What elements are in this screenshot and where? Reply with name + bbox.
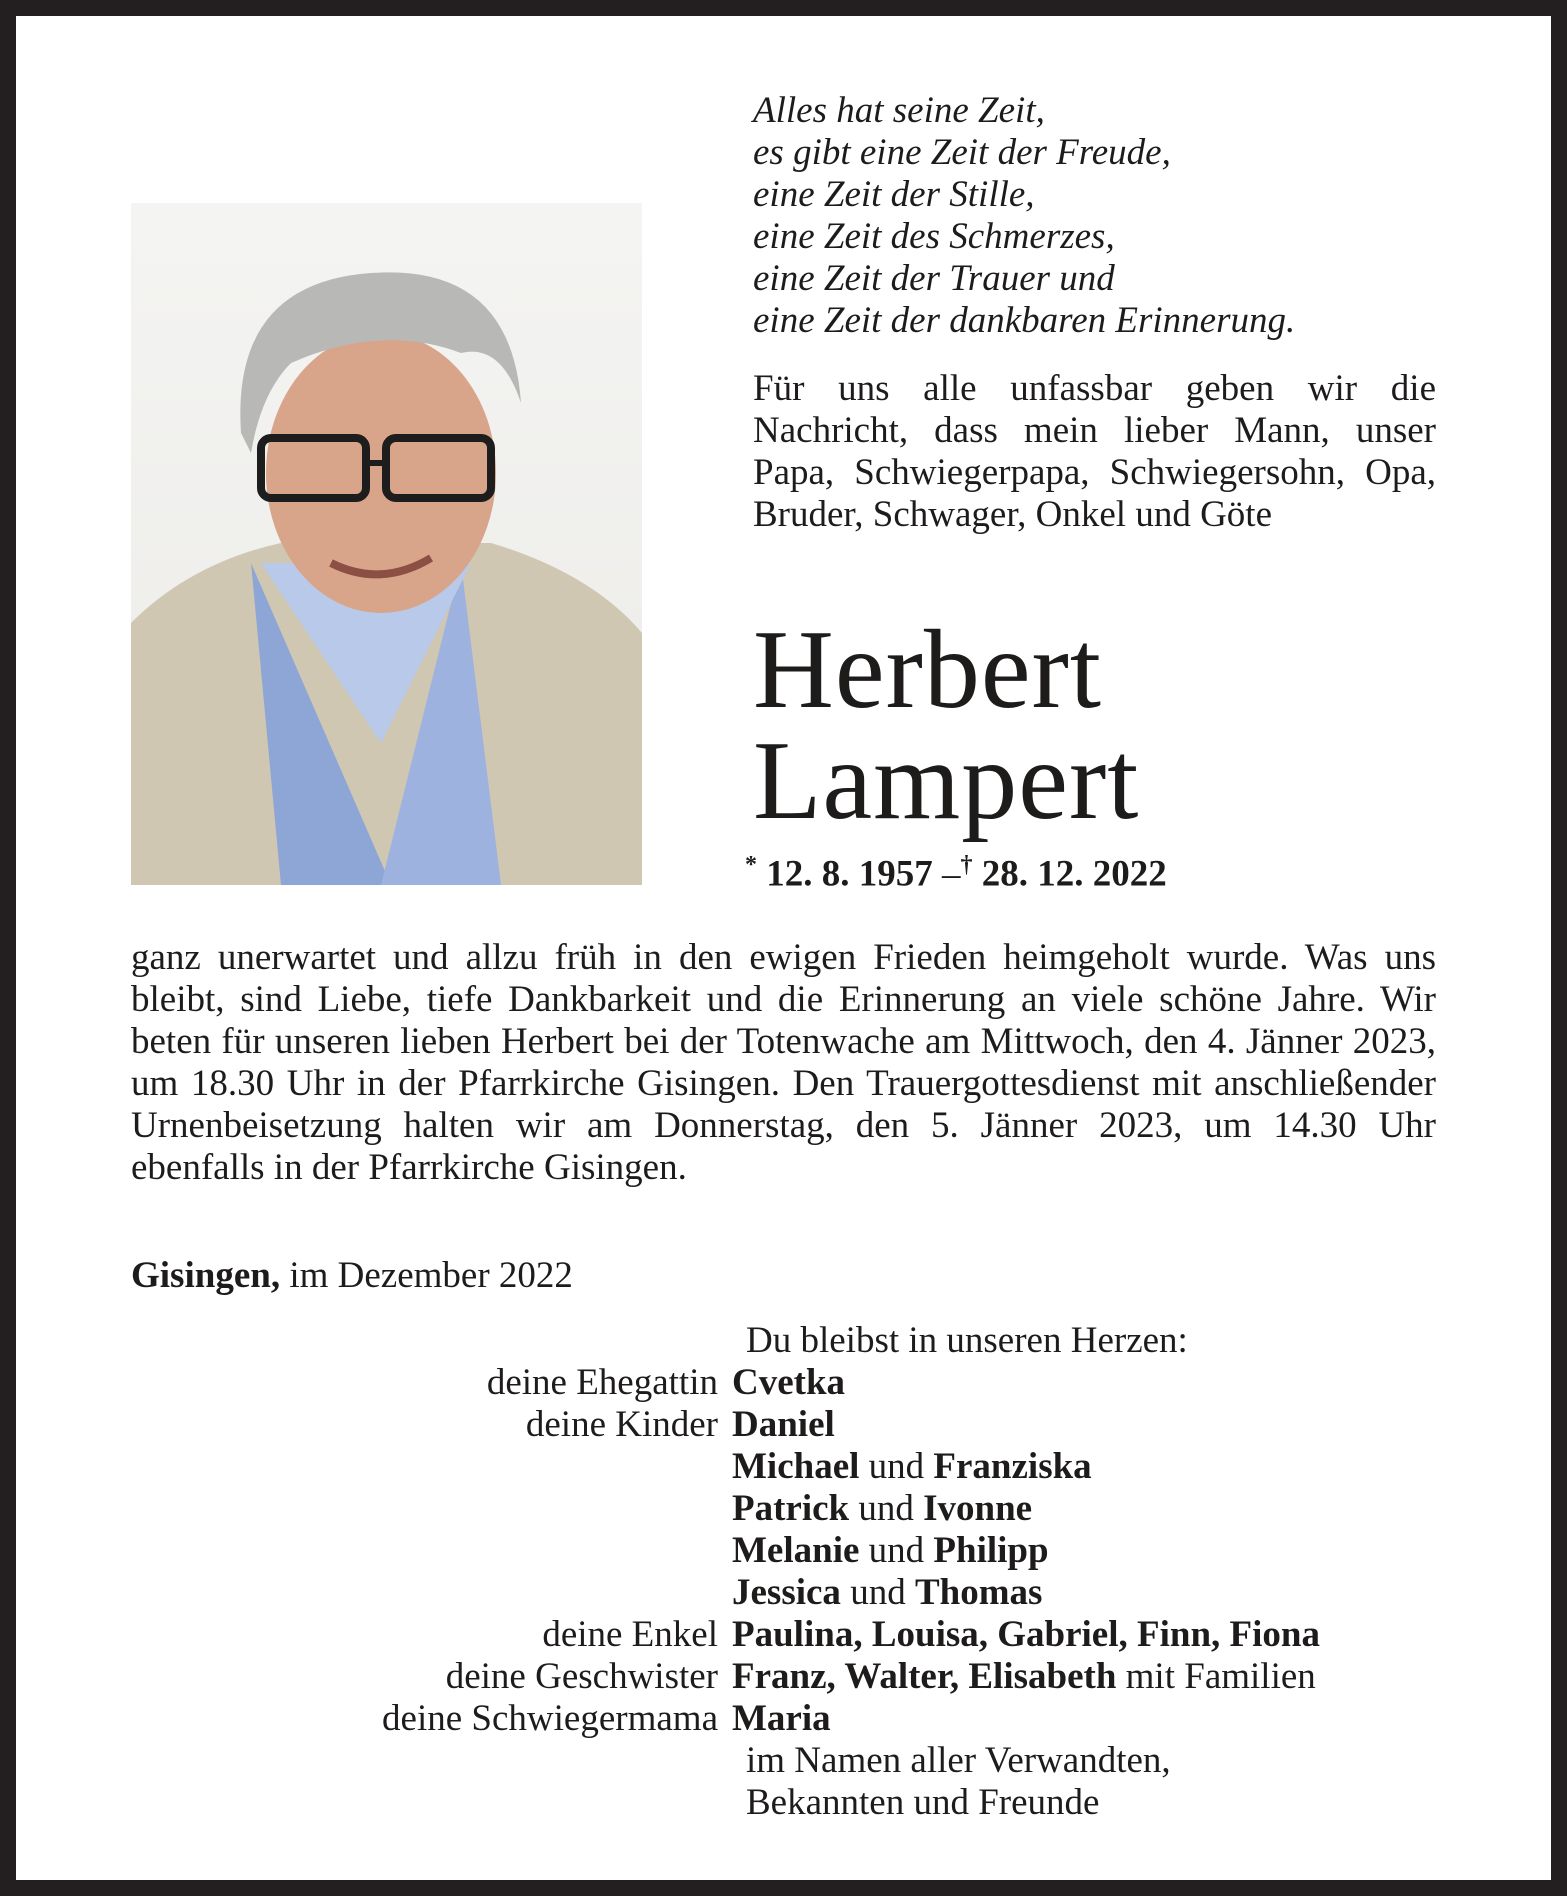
family-names: Maria [732,1698,831,1739]
family-row [0,1404,1450,1446]
relation-label: deine Geschwister [445,1656,718,1697]
family-names: Franz, Walter, Elisabeth [732,1656,1117,1697]
family-row [0,1446,1450,1488]
family-suffix: mit Familien [1125,1656,1316,1697]
date-dash: – [942,853,961,895]
family-names: Daniel [732,1404,835,1445]
death-date: 28. 12. 2022 [981,853,1167,895]
conjunction: und [858,1488,914,1529]
family-row [0,1362,1450,1404]
relation-label: deine Enkel [542,1614,718,1655]
deceased-name [753,608,1140,843]
last-name: Lampert [753,719,1140,843]
relation-label: deine Ehegattin [486,1362,718,1403]
portrait-photo [131,203,642,885]
poem-line: Alles hat seine Zeit, [753,90,1045,131]
family-row [0,1488,1450,1530]
intro-text: Für uns alle unfassbar geben wir die Nachricht, dass mein lieber Mann, unser Papa, Schwiegerpapa, Schwiegersohn, Opa, Bruder, Schwager, Onkel und Göte [753,368,1436,535]
family-list [0,1362,1450,1740]
family-row [0,1656,1450,1698]
family-row [0,1572,1450,1614]
footer-line: Bekannten und Freunde [746,1782,1100,1823]
first-name: Herbert [753,608,1103,732]
conjunction: und [868,1530,925,1571]
family-row [0,1698,1450,1740]
relation-label: deine Schwiegermama [382,1698,718,1739]
family-name: Jessica [732,1572,841,1613]
poem-line: eine Zeit der Trauer und [753,258,1115,299]
place-town: Gisingen, [131,1255,281,1296]
family-name: Franziska [933,1446,1092,1487]
family-names: Paulina, Louisa, Gabriel, Finn, Fiona [732,1614,1321,1655]
family-name: Melanie [732,1530,860,1571]
relation-label [0,1530,732,1572]
conjunction: und [850,1572,906,1613]
place-date [131,1254,573,1297]
footer-line: im Namen aller Verwandten, [746,1740,1171,1781]
family-name: Philipp [933,1530,1049,1571]
poem [753,90,1295,342]
poem-line: eine Zeit des Schmerzes, [753,216,1115,257]
family-name: Ivonne [923,1488,1033,1529]
conjunction: und [868,1446,925,1487]
relation-label [0,1572,732,1614]
family-row [0,1530,1450,1572]
birth-symbol: * [745,852,757,878]
family-name: Thomas [914,1572,1043,1613]
family-name: Michael [732,1446,860,1487]
body-text: ganz unerwartet und allzu früh in den ewigen Frieden heimgeholt wurde. Was uns bleibt, sind Liebe, tiefe Dankbarkeit und die Erinnerung an viele schöne Jahre. Wir beten für unseren lieben Herbert bei der Totenwache am Mittwoch, den 4. Jänner 2023, um 18.30 Uhr in der Pfarrkirche Gisingen. Den Trauergottesdienst mit anschließender Urnenbeisetzung halten wir am Donnerstag, den 5. Jänner 2023, um 14.30 Uhr ebenfalls in der Pfarrkirche Gisingen. [131,937,1436,1188]
family-names: Cvetka [732,1362,846,1403]
family-name: Patrick [732,1488,850,1529]
relation-label: deine Kinder [525,1404,718,1445]
poem-line: eine Zeit der Stille, [753,174,1035,215]
relation-label [0,1446,732,1488]
family-row [0,1614,1450,1656]
relation-label [0,1488,732,1530]
footer [746,1740,1171,1824]
death-symbol: † [960,852,973,878]
place-date-text: im Dezember 2022 [289,1255,573,1296]
poem-line: es gibt eine Zeit der Freude, [753,132,1171,173]
poem-line: eine Zeit der dankbaren Erinnerung. [753,300,1296,341]
life-dates [745,852,1167,895]
birth-date: 12. 8. 1957 [766,853,933,895]
closing-line: Du bleibst in unseren Herzen: [746,1320,1188,1361]
